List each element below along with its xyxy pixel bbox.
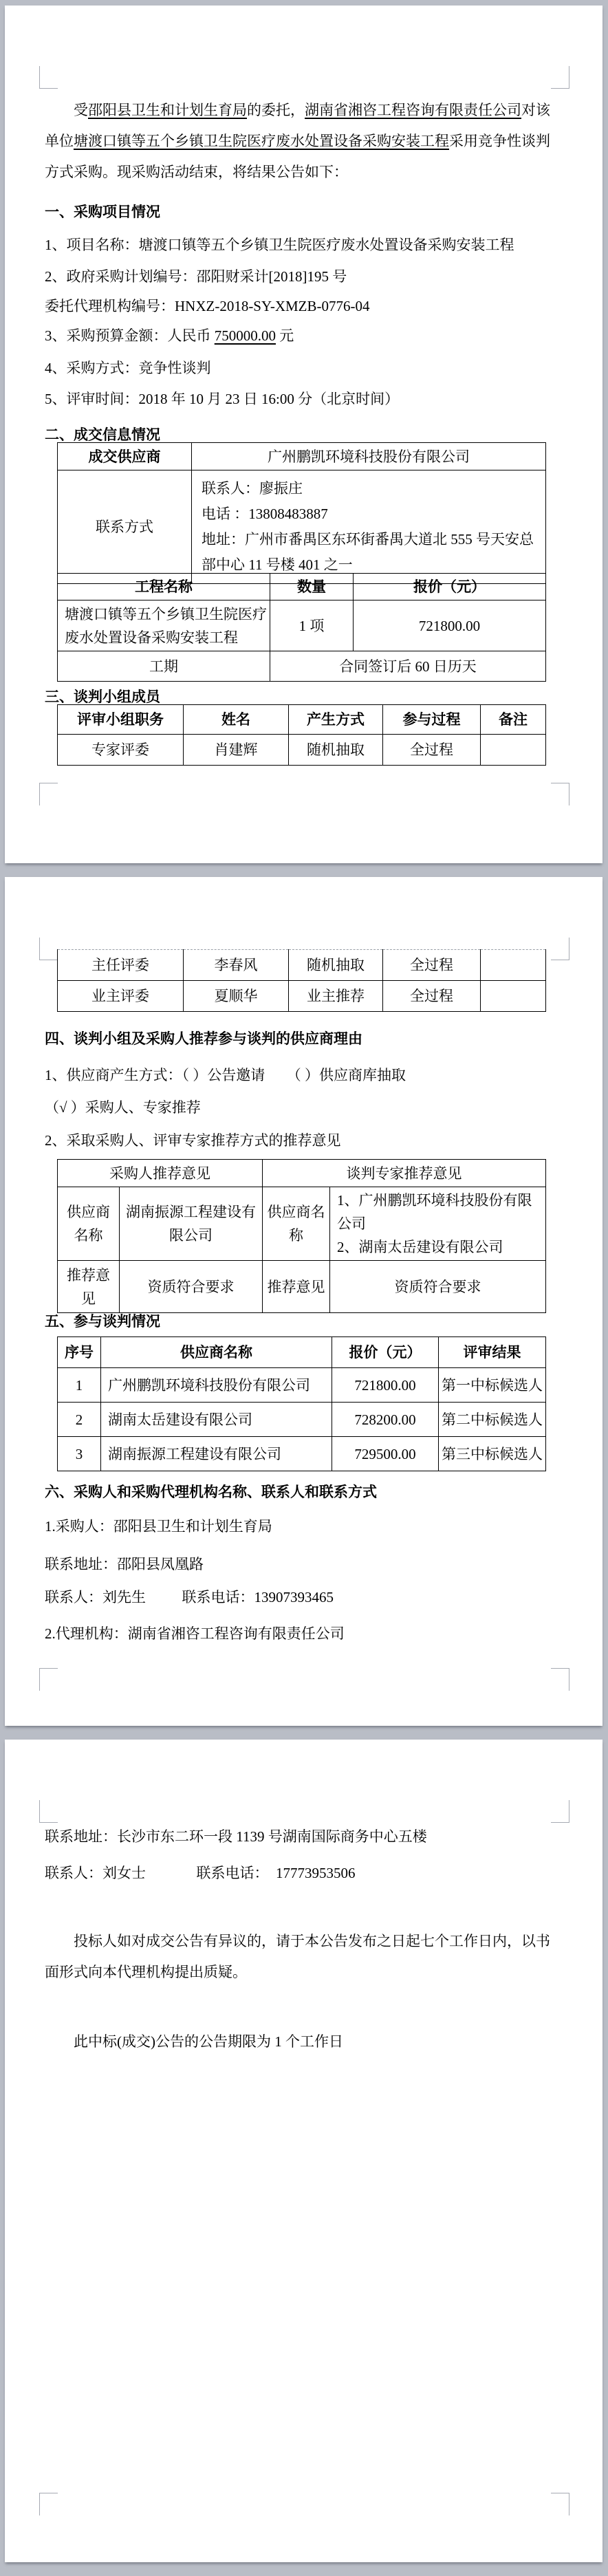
- announcement-period-paragraph: 此中标(成交)公告的公告期限为 1 个工作日: [74, 2033, 343, 2050]
- contact-label-cell: 联系方式: [58, 470, 192, 584]
- name-cell: 李春风: [184, 950, 289, 981]
- role-cell: 主任评委: [58, 950, 184, 981]
- price-cell: 729500.00: [332, 1437, 439, 1471]
- expert-recommended-suppliers-cell: [330, 1187, 546, 1261]
- seq-cell: 2: [58, 1403, 101, 1437]
- purchaser-contact-line: 联系人：刘先生 联系电话：13907393465: [45, 1589, 334, 1605]
- price-header-cell: 报价（元）: [354, 574, 546, 600]
- section-heading-5: 五、参与谈判情况: [45, 1313, 160, 1330]
- table-row: [58, 1368, 546, 1403]
- crop-mark-top-left: [39, 66, 58, 89]
- document-page-1: [5, 6, 602, 863]
- table-row: [58, 950, 546, 981]
- header-cell: 姓名: [184, 705, 289, 735]
- table-row: [58, 1261, 546, 1313]
- participation-cell: 全过程: [383, 981, 481, 1012]
- award-info-table-part1: [57, 442, 546, 584]
- negotiation-participants-table: [57, 1336, 546, 1471]
- crop-mark-bottom-left: [39, 2493, 58, 2515]
- intro-text: 采用竞争性谈判方式采购。现采购活动结束，将结果公告如下：: [45, 133, 550, 180]
- contact-phone: 电话 ：13808483887: [202, 506, 328, 522]
- header-cell: 序号: [58, 1337, 101, 1368]
- table-row: [58, 600, 546, 651]
- table-row: [58, 735, 546, 766]
- objection-paragraph: 投标人如对成交公告有异议的，请于本公告发布之日起七个工作日内，以书面形式向本代理机构提出质疑。: [45, 1933, 550, 1980]
- supplier-name-label-cell: 供应商名称: [263, 1187, 330, 1261]
- panel-members-table-continued: [57, 949, 546, 1012]
- recommendation-line: 2、采取采购人、评审专家推荐方式的推荐意见: [45, 1132, 341, 1149]
- role-cell: 业主评委: [58, 981, 184, 1012]
- name-cell: 夏顺华: [184, 981, 289, 1012]
- table-row: [58, 981, 546, 1012]
- intro-paragraph: [45, 95, 564, 188]
- table-row: [58, 1403, 546, 1437]
- table-row: [58, 1160, 546, 1187]
- table-row: [58, 443, 546, 470]
- purchaser-name-underlined: 邵阳县卫生和计划生育局: [88, 102, 247, 118]
- project-name-cell: 塘渡口镇等五个乡镇卫生院医疗废水处置设备采购安装工程: [58, 600, 270, 651]
- project-header-cell: 工程名称: [58, 574, 270, 600]
- contact-info-cell: [192, 470, 546, 584]
- agency-name-underlined: 湖南省湘咨工程咨询有限责任公司: [305, 102, 521, 118]
- purchaser-recommended-supplier-cell: 湖南振源工程建设有限公司: [120, 1187, 263, 1261]
- recommendation-table: [57, 1159, 546, 1313]
- role-cell: 专家评委: [58, 735, 184, 766]
- section-heading-3: 三、谈判小组成员: [45, 689, 160, 705]
- selection-cell: 随机抽取: [289, 950, 383, 981]
- crop-mark-top-right: [551, 938, 569, 960]
- duration-cell: 合同签订后 60 日历天: [270, 651, 546, 682]
- budget-label: 3、采购预算金额：人民币: [45, 327, 215, 344]
- document-page-3: [5, 1740, 602, 2562]
- section-heading-1: 一、采购项目情况: [45, 204, 160, 220]
- method-line: 4、采购方式：竞争性谈判: [45, 360, 211, 376]
- remark-cell: [481, 981, 546, 1012]
- budget-unit: 元: [276, 327, 294, 344]
- budget-line: [45, 321, 564, 351]
- participation-cell: 全过程: [383, 735, 481, 766]
- expert-supplier-2: 2、湖南太岳建设有限公司: [337, 1239, 503, 1255]
- result-cell: 第一中标候选人: [439, 1368, 546, 1403]
- table-row: [58, 574, 546, 600]
- purchaser-opinion-header-cell: 采购人推荐意见: [58, 1160, 263, 1187]
- table-row: [58, 1437, 546, 1471]
- duration-label-cell: 工期: [58, 651, 270, 682]
- section-heading-4: 四、谈判小组及采购人推荐参与谈判的供应商理由: [45, 1030, 362, 1047]
- supplier-cell: 湖南太岳建设有限公司: [101, 1403, 332, 1437]
- result-cell: 第三中标候选人: [439, 1437, 546, 1471]
- header-cell: 报价（元）: [332, 1337, 439, 1368]
- seq-cell: 3: [58, 1437, 101, 1471]
- expert-opinion-cell: 资质符合要求: [330, 1261, 546, 1313]
- purchaser-opinion-cell: 资质符合要求: [120, 1261, 263, 1313]
- supplier-source-line: 1、供应商产生方式：（ ）公告邀请 （ ）供应商库抽取: [45, 1067, 406, 1083]
- selection-cell: 随机抽取: [289, 735, 383, 766]
- price-cell: 721800.00: [332, 1368, 439, 1403]
- header-cell: 评审小组职务: [58, 705, 184, 735]
- crop-mark-bottom-right: [551, 1668, 569, 1691]
- header-cell: 产生方式: [289, 705, 383, 735]
- intro-text: 对该单位: [45, 102, 550, 149]
- supplier-name-label-cell: 供应商名称: [58, 1187, 120, 1261]
- section-heading-2: 二、成交信息情况: [45, 426, 160, 443]
- plan-number-line: 2、政府采购计划编号：邵阳财采计[2018]195 号: [45, 268, 347, 285]
- supplier-label-cell: 成交供应商: [58, 443, 192, 470]
- participation-cell: 全过程: [383, 950, 481, 981]
- contact-address: 地址：广州市番禺区东环街番禺大道北 555 号天安总部中心 11 号楼 401 之一: [202, 531, 534, 573]
- crop-mark-top-left: [39, 938, 58, 960]
- expert-supplier-1: 1、广州鹏凯环境科技股份有限公司: [337, 1192, 532, 1232]
- remark-cell: [481, 950, 546, 981]
- qty-header-cell: 数量: [270, 574, 354, 600]
- crop-mark-top-right: [551, 66, 569, 89]
- header-cell: 供应商名称: [101, 1337, 332, 1368]
- supplier-name-cell: 广州鹏凯环境科技股份有限公司: [192, 443, 546, 470]
- intro-text: 的委托，: [247, 102, 305, 118]
- purchaser-line: 1.采购人：邵阳县卫生和计划生育局: [45, 1518, 272, 1535]
- crop-mark-bottom-left: [39, 783, 58, 805]
- header-cell: 参与过程: [383, 705, 481, 735]
- crop-mark-bottom-right: [551, 2493, 569, 2515]
- price-cell: 728200.00: [332, 1403, 439, 1437]
- contact-person: 联系人：廖振庄: [202, 480, 303, 497]
- agency-line: 2.代理机构：湖南省湘咨工程咨询有限责任公司: [45, 1625, 345, 1642]
- opinion-label-cell: 推荐意见: [58, 1261, 120, 1313]
- supplier-cell: 湖南振源工程建设有限公司: [101, 1437, 332, 1471]
- selection-cell: 业主推荐: [289, 981, 383, 1012]
- crop-mark-bottom-left: [39, 1668, 58, 1691]
- intro-text: 受: [74, 102, 88, 118]
- table-row: [58, 651, 546, 682]
- table-row: [58, 1337, 546, 1368]
- result-cell: 第二中标候选人: [439, 1403, 546, 1437]
- crop-mark-top-right: [551, 1800, 569, 1823]
- review-time-line: 5、评审时间：2018 年 10 月 23 日 16:00 分（北京时间）: [45, 391, 400, 407]
- purchaser-address-line: 联系地址：邵阳县凤凰路: [45, 1556, 204, 1572]
- crop-mark-top-left: [39, 1800, 58, 1823]
- table-row: [58, 470, 546, 584]
- panel-members-table: [57, 704, 546, 766]
- remark-cell: [481, 735, 546, 766]
- name-cell: 肖建辉: [184, 735, 289, 766]
- header-cell: 评审结果: [439, 1337, 546, 1368]
- agency-address-line: 联系地址：长沙市东二环一段 1139 号湖南国际商务中心五楼: [45, 1828, 427, 1845]
- supplier-cell: 广州鹏凯环境科技股份有限公司: [101, 1368, 332, 1403]
- table-row: [58, 1187, 546, 1261]
- agency-number-line: 委托代理机构编号：HNXZ-2018-SY-XMZB-0776-04: [45, 298, 370, 314]
- opinion-label-cell: 推荐意见: [263, 1261, 330, 1313]
- project-name-line: 1、项目名称：塘渡口镇等五个乡镇卫生院医疗废水处置设备采购安装工程: [45, 237, 514, 253]
- expert-opinion-header-cell: 谈判专家推荐意见: [263, 1160, 546, 1187]
- section-heading-6: 六、采购人和采购代理机构名称、联系人和联系方式: [45, 1484, 377, 1500]
- header-cell: 备注: [481, 705, 546, 735]
- award-info-table-part2: [57, 573, 546, 682]
- document-page-2: [5, 877, 602, 1726]
- budget-amount-underlined: 750000.00: [214, 327, 276, 344]
- project-name-underlined: 塘渡口镇等五个乡镇卫生院医疗废水处置设备采购安装工程: [74, 133, 449, 149]
- agency-contact-line: 联系人：刘女士 联系电话： 17773953506: [45, 1865, 356, 1881]
- supplier-source-checked-line: （√ ）采购人、专家推荐: [45, 1099, 201, 1116]
- seq-cell: 1: [58, 1368, 101, 1403]
- table-row: [58, 705, 546, 735]
- crop-mark-bottom-right: [551, 783, 569, 805]
- price-cell: 721800.00: [354, 600, 546, 651]
- qty-cell: 1 项: [270, 600, 354, 651]
